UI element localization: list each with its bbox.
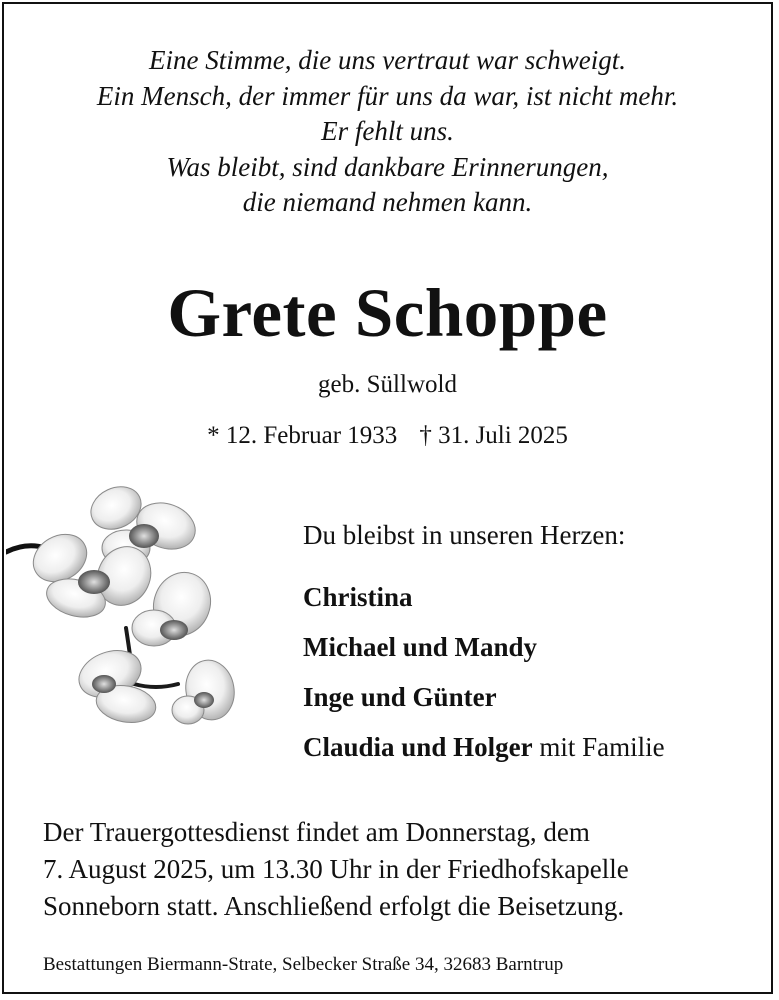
poem-line: Was bleibt, sind dankbare Erinnerungen, (166, 151, 609, 182)
poem-line: Ein Mensch, der immer für uns da war, ist nicht mehr. (96, 80, 679, 111)
birth-date: * 12. Februar 1933 (207, 422, 398, 449)
family-member-suffix: mit Familie (532, 732, 665, 762)
service-line: 7. August 2025, um 13.30 Uhr in der Friedhofskapelle (43, 854, 629, 884)
poem-line: Eine Stimme, die uns vertraut war schweigt. (149, 45, 626, 75)
deceased-name: Grete Schoppe (167, 275, 608, 351)
poem-line: die niemand nehmen kann. (242, 187, 533, 217)
service-line: Sonneborn statt. Anschließend erfolgt die Beisetzung. (43, 891, 625, 921)
orchid-flower-image (6, 478, 238, 732)
family-intro: Du bleibst in unseren Herzen: (303, 520, 626, 550)
birth-name: geb. Süllwold (318, 371, 457, 398)
undertaker-info: Bestattungen Biermann-Strate, Selbecker Straße 34, 32683 Barntrup (43, 954, 564, 975)
family-member (303, 572, 665, 622)
funeral-service-notice (43, 814, 629, 925)
family-member-name: Christina (303, 582, 413, 612)
family-member (303, 672, 665, 722)
family-list (303, 572, 665, 772)
memorial-poem (0, 43, 775, 221)
family-member (303, 722, 665, 772)
orchid-blossom (172, 656, 238, 724)
life-dates (0, 420, 775, 452)
family-member-name: Michael und Mandy (303, 632, 538, 662)
poem-line: Er fehlt uns. (321, 116, 454, 146)
family-member-name: Claudia und Holger (303, 732, 533, 762)
family-member (303, 622, 665, 672)
death-date: † 31. Juli 2025 (419, 422, 568, 449)
family-member-name: Inge und Günter (303, 682, 497, 712)
service-line: Der Trauergottesdienst findet am Donnerstag, dem (43, 817, 590, 847)
